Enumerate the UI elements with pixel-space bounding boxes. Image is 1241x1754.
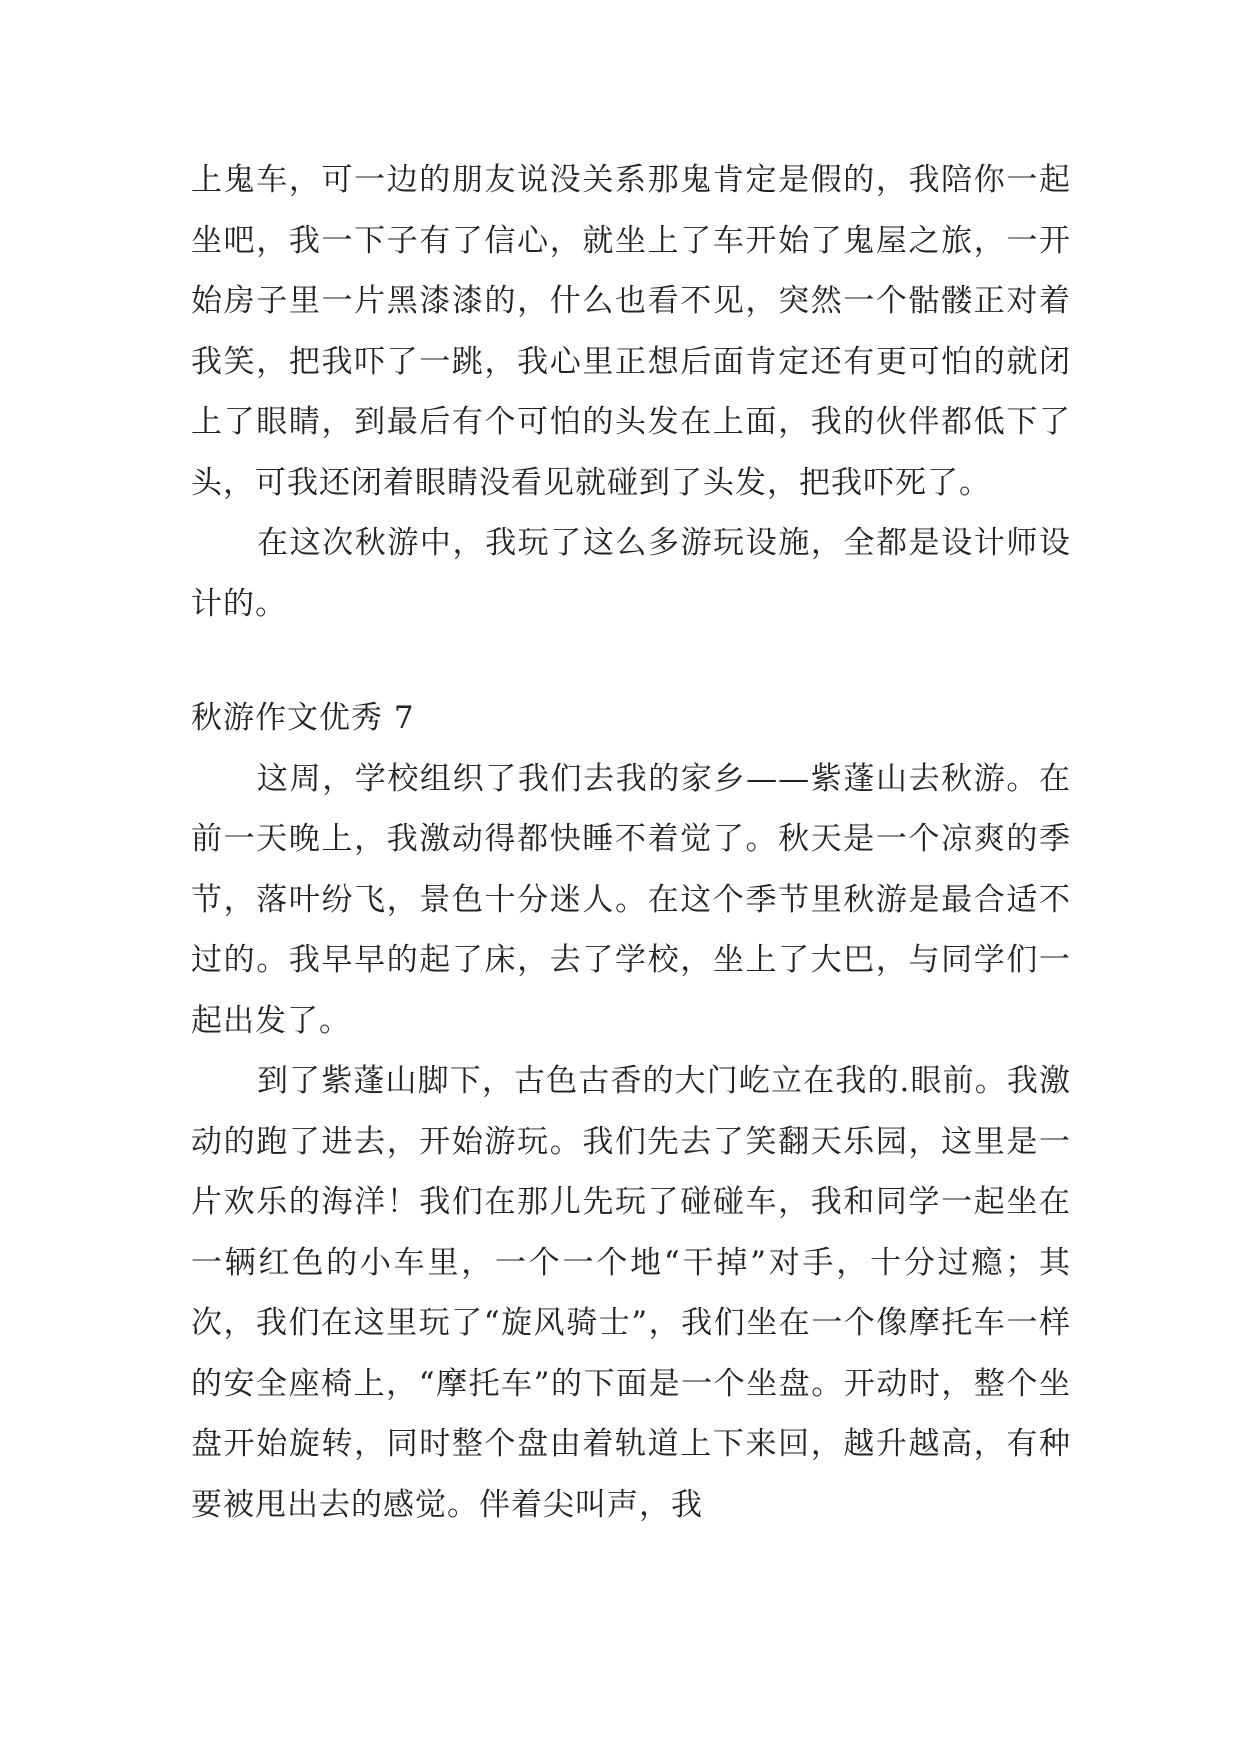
paragraph-intro: 这周，学校组织了我们去我的家乡——紫蓬山去秋游。在前一天晚上，我激动得都快睡不着觉了。秋天是一个凉爽的季节，落叶纷飞，景色十分迷人。在这个季节里秋游是最合适不过的。我早早的起了床，去了学校，坐上了大巴，与同学们一起出发了。 <box>191 760 1071 1039</box>
paragraph-conclusion: 在这次秋游中，我玩了这么多游玩设施，全都是设计师设计的。 <box>191 525 1071 622</box>
paragraph-park: 到了紫蓬山脚下，古色古香的大门屹立在我的.眼前。我激动的跑了进去，开始游玩。我们先去了笑翻天乐园，这里是一片欢乐的海洋！我们在那儿先玩了碰碰车，我和同学一起坐在一辆红色的小车里，一个一个地“干掉”对手，十分过瘾；其次，我们在这里玩了“旋风骑士”，我们坐在一个像摩托车一样的安全座椅上，“摩托车”的下面是一个坐盘。开动时，整个坐盘开始旋转，同时整个盘由着轨道上下来回，越升越高，有种要被甩出去的感觉。伴着尖叫声，我 <box>191 1063 1071 1523</box>
document-page <box>191 150 1071 1535</box>
section-spacer <box>191 634 1071 688</box>
section-title: 秋游作文优秀 7 <box>191 700 415 736</box>
paragraph-ghost-house: 上鬼车，可一边的朋友说没关系那鬼肯定是假的，我陪你一起坐吧，我一下子有了信心，就坐上了车开始了鬼屋之旅，一开始房子里一片黑漆漆的，什么也看不见，突然一个骷髅正对着我笑，把我吓了一跳，我心里正想后面肯定还有更可怕的就闭上了眼睛，到最后有个可怕的头发在上面，我的伙伴都低下了头，可我还闭着眼睛没看见就碰到了头发，把我吓死了。 <box>191 162 1071 501</box>
